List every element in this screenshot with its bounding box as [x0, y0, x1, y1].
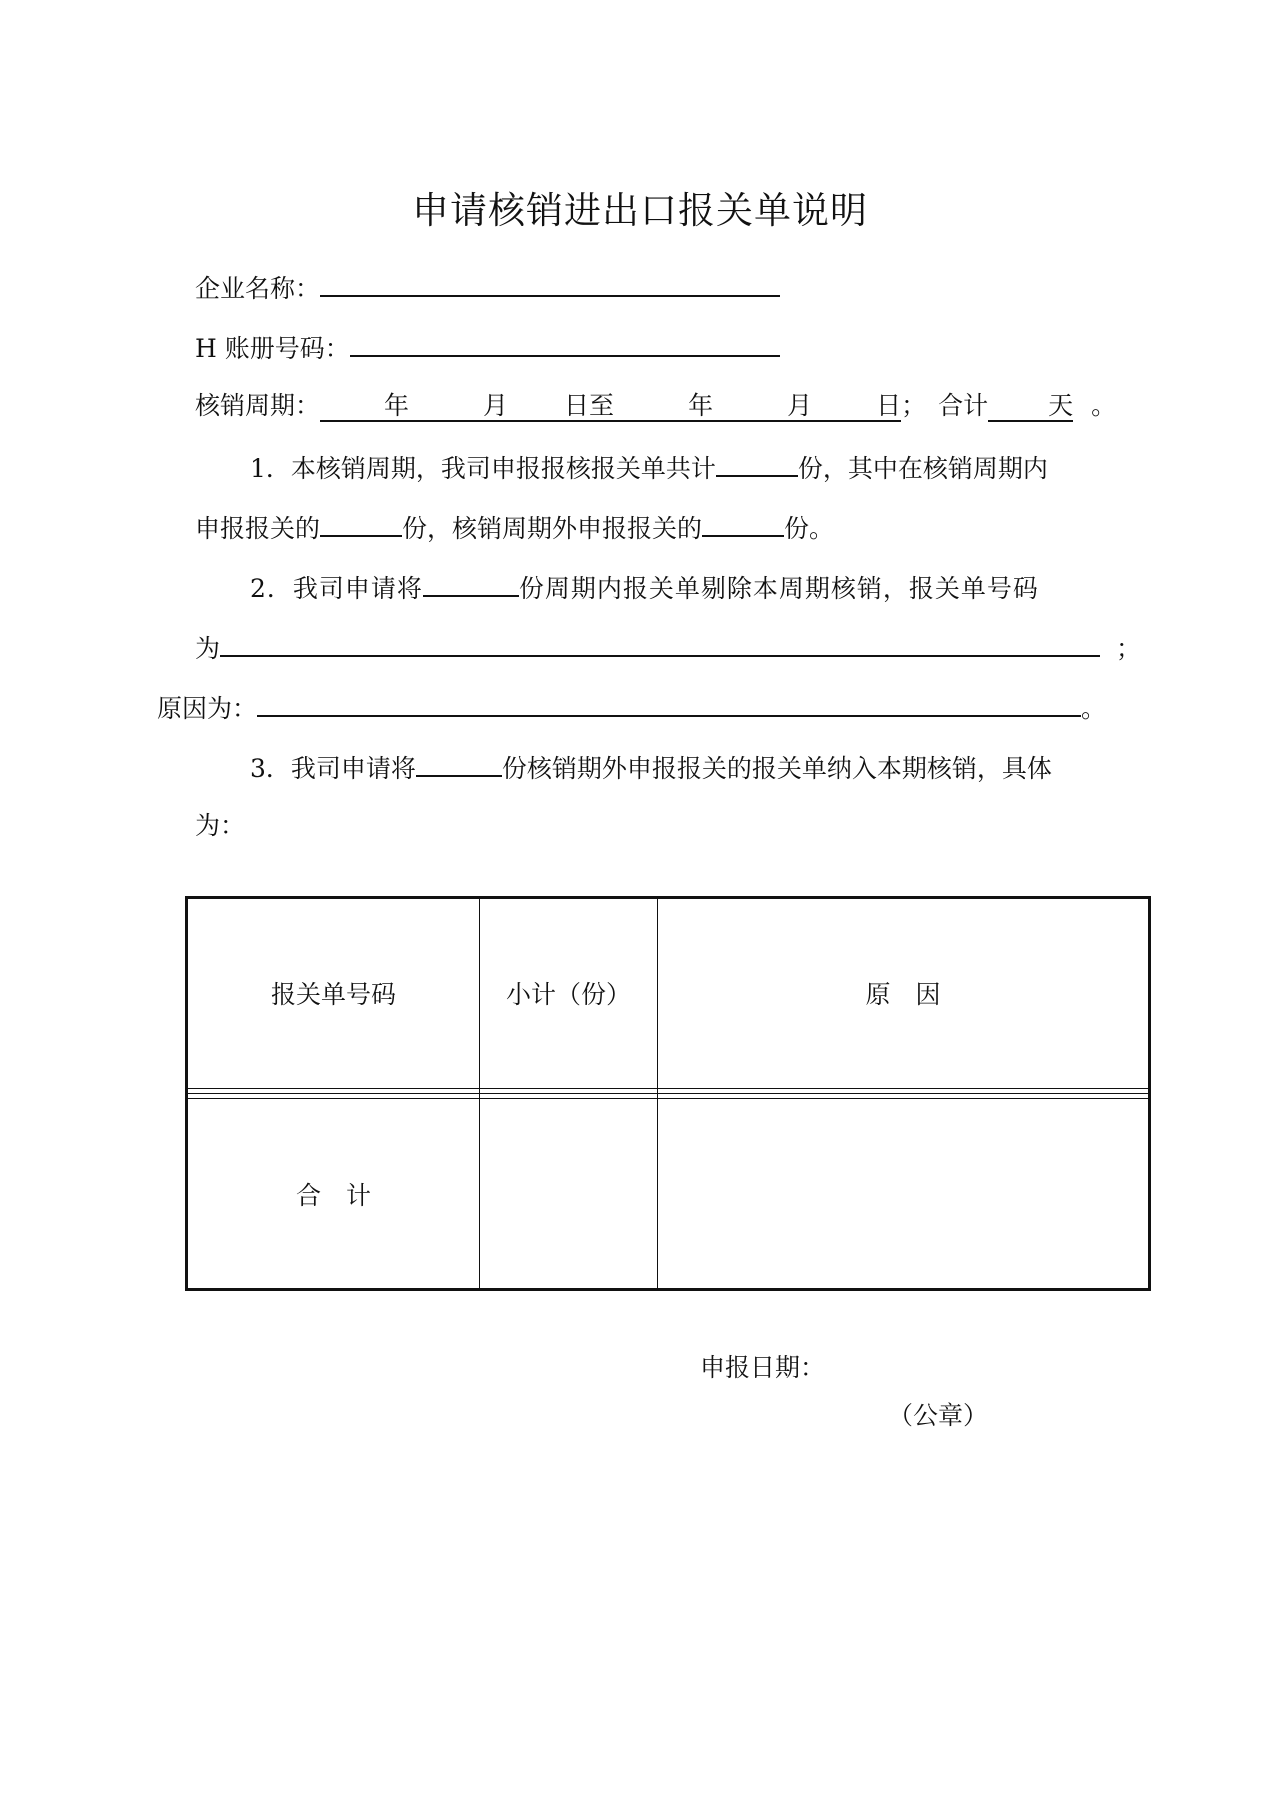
p2-text-f: 。: [1081, 694, 1107, 723]
period-label: 核销周期：: [195, 391, 321, 420]
days-label: 天: [1048, 391, 1074, 420]
paragraph-1-line-1: [250, 450, 1048, 485]
p1-text-b: 份，其中在核销周期内: [797, 454, 1048, 483]
p3-text-b: 份核销期外申报报关的报关单纳入本期核销，具体: [501, 754, 1052, 783]
total-days-label: 合计: [938, 391, 989, 420]
account-number-row: [195, 330, 780, 365]
p1-text-d: 份，核销周期外申报报关的: [402, 514, 703, 543]
period-row: [195, 390, 1116, 422]
p1-text-a: 1．本核销周期，我司申报报核报关单共计: [250, 454, 716, 483]
p3-included-count-blank[interactable]: [416, 750, 502, 777]
p2-reason-blank[interactable]: [257, 690, 1081, 717]
cell-total-subtotal[interactable]: [480, 1099, 658, 1290]
paragraph-1-line-2: [195, 510, 834, 545]
p2-text-b: 份周期内报关单剔除本周期核销，报关单号码: [518, 574, 1039, 603]
paragraph-2-line-1: [250, 570, 1039, 605]
paragraph-3-line-2: [195, 810, 245, 842]
period-range[interactable]: [320, 391, 901, 422]
declaration-table: [185, 896, 1151, 1291]
company-name-blank[interactable]: [320, 270, 780, 297]
end-day-label: 日: [876, 391, 902, 420]
header-declaration-number: 报关单号码: [187, 898, 480, 1089]
start-day-to-label: 日至: [564, 391, 615, 420]
p1-outside-count-blank[interactable]: [702, 510, 784, 537]
header-subtotal: 小计（份）: [480, 898, 658, 1089]
table-total-row: [187, 1099, 1150, 1290]
start-month-label: 月: [483, 391, 509, 420]
total-days-blank[interactable]: [988, 391, 1073, 422]
p1-inside-count-blank[interactable]: [320, 510, 402, 537]
p3-text-a: 3．我司申请将: [250, 754, 416, 783]
table-header-row: [187, 898, 1150, 1089]
p1-text-c: 申报报关的: [195, 514, 321, 543]
account-number-label: H 账册号码：: [195, 334, 350, 363]
p1-text-e: 份。: [784, 514, 835, 543]
paragraph-2-line-3: [157, 690, 1106, 725]
p2-declaration-numbers-blank[interactable]: [220, 630, 1100, 657]
cell-total-reason[interactable]: [658, 1099, 1150, 1290]
end-month-label: 月: [787, 391, 813, 420]
header-reason: 原 因: [658, 898, 1150, 1089]
p2-text-a: 2．我司申请将: [250, 574, 423, 603]
period-semicolon: ；: [901, 391, 927, 420]
p2-text-e: 原因为：: [157, 694, 258, 723]
total-row-label: 合 计: [187, 1099, 480, 1290]
company-name-row: [195, 270, 780, 305]
declaration-date-label: 申报日期：: [700, 1353, 826, 1382]
paragraph-3-line-1: [250, 750, 1052, 785]
p2-removed-count-blank[interactable]: [423, 570, 519, 597]
paragraph-2-line-2: [195, 630, 1141, 665]
end-year-label: 年: [688, 391, 714, 420]
account-number-blank[interactable]: [350, 330, 780, 357]
p2-text-c: 为: [195, 634, 221, 663]
official-seal-label: （公章）: [888, 1401, 989, 1430]
p1-total-count-blank[interactable]: [716, 450, 798, 477]
p2-text-d: ；: [1116, 634, 1142, 663]
start-year-label: 年: [384, 391, 410, 420]
company-name-label: 企业名称：: [195, 274, 321, 303]
document-title: 申请核销进出口报关单说明: [412, 189, 868, 232]
period-end-mark: 。: [1091, 391, 1117, 420]
p3-text-c: 为：: [195, 811, 246, 840]
